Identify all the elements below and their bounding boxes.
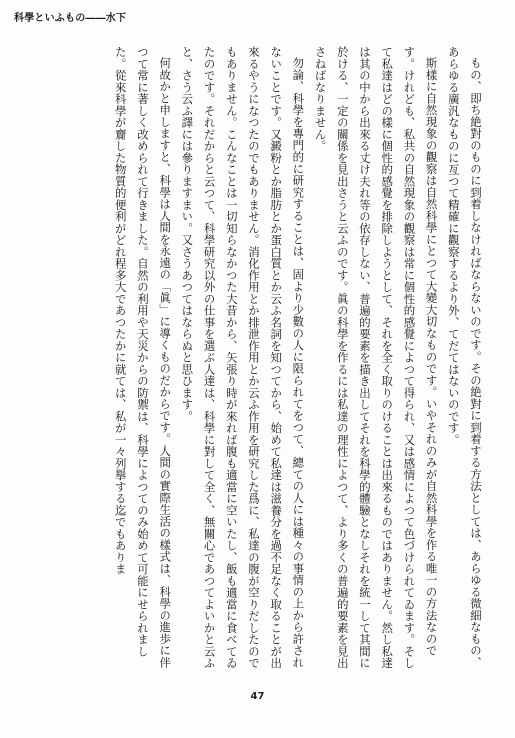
running-header: 科學といふもの――水下 — [14, 13, 127, 24]
paragraph-3: 勿論、科學を專門的に研究することは、固より少數の人に限られてをつて、總ての人には種々の事情の上から許されないことです。又澱粉とか脂肪とか蛋白質とか云ふ名詞を知つてから、始めて私達は滋養分を過不足なく取ることが出來るやうになつたのでもありません。消化作用とか排泄作用とか云ふ作用を研究した爲に、私達の腹が空りだしたのでもありません。こんなことは一切知らなかつた大昔から、矢張り時が來れば腹も適當に空いたし、飯も適當に食べてゐたのです。それだからと云つて、科學研究以外の仕事を選ぶ人達は、科學に對して全く、無關心であつてよいかと云ふと、さう云ふ譯には參りますまい。又さうあつてはならぬと思ひます。 — [180, 46, 306, 669]
body-text — [17, 46, 487, 676]
page-number: 47 — [250, 691, 265, 702]
paragraph-4: 何故かと申しますと、科學は人間を永遠の「眞」に導くものだからです。人間の實際生活の樣式は、科學の進歩に伴つて常に著しく改められて行きました。自然の利用や天災からの防禦は、科學によつてのみ始めて可能にせられました。從來科學が齎した物質的便利がどれ程多大であつたかに就ては、私が一々列擧する迄でもありま — [113, 46, 173, 669]
paragraph-2: 斯樣に自然現象の觀察は自然科學にとつて大變大切なものです。いやそれのみが自然科學を作る唯一の方法なのです。けれども、私共の自然現象の觀察は常に個性的感覺によつて得られ、又は感情によつて色づけられてゐます。そして私達はどの樣に個性的感覺を排除しようとして、それを全く取りのけることは出來るものではありません。然し私達は其の中から出來る丈け夫れ等の依存しない、普遍的要素を描き出してそれを科學的體驗となしそれを統一して其間に於ける、一定の關係を見出さうと云ふのです。眞の科學を作るには私達の理性によつて、より多くの普遍的要素を見出さねばなりません。 — [313, 46, 439, 669]
paragraph-1: もの、即ち絶對のものに到着しなければならないのです。その絶對に到着する方法としては、あらゆる微細なもの、あらゆる廣汎なものに亙つて精確に觀察するより外、てだてはないのです。 — [446, 46, 483, 669]
